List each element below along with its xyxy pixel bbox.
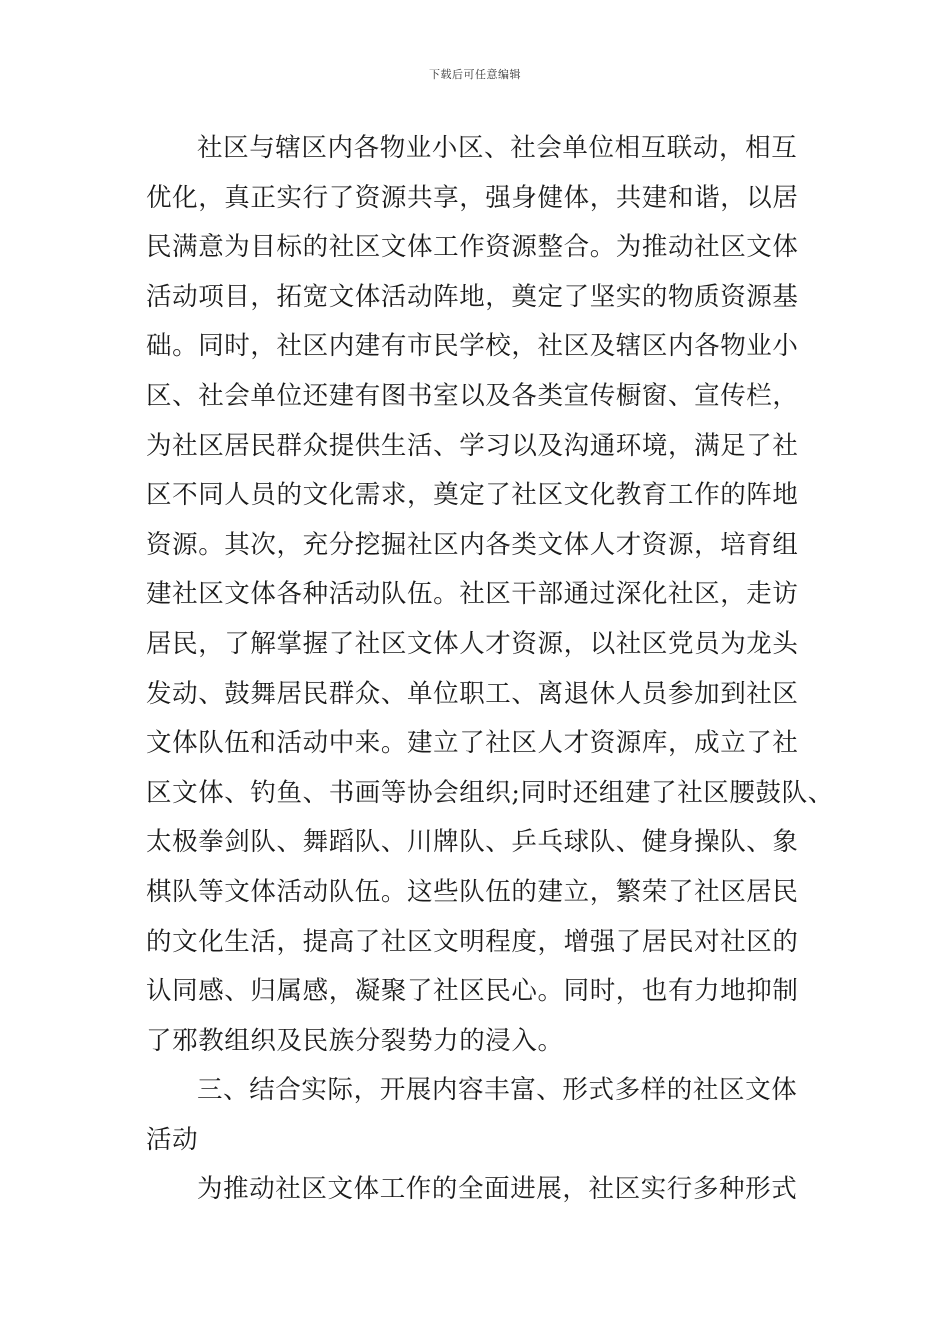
paragraph-line: 居民，了解掌握了社区文体人才资源，以社区党员为龙头 bbox=[146, 628, 799, 659]
paragraph-line: 的文化生活，提高了社区文明程度，增强了居民对社区的 bbox=[146, 926, 799, 957]
paragraph-line: 区、社会单位还建有图书室以及各类宣传橱窗、宣传栏， bbox=[146, 380, 799, 411]
paragraph-line: 区不同人员的文化需求，奠定了社区文化教育工作的阵地 bbox=[146, 480, 799, 511]
paragraph-line: 建社区文体各种活动队伍。社区干部通过深化社区，走访 bbox=[146, 579, 799, 610]
paragraph-line: 优化，真正实行了资源共享，强身健体，共建和谐，以居 bbox=[146, 182, 799, 213]
section-heading-line: 活动 bbox=[146, 1124, 199, 1155]
paragraph-line: 了邪教组织及民族分裂势力的浸入。 bbox=[146, 1025, 564, 1056]
paragraph-line: 社区与辖区内各物业小区、社会单位相互联动，相互 bbox=[197, 133, 798, 163]
paragraph-line: 发动、鼓舞居民群众、单位职工、离退休人员参加到社区 bbox=[146, 678, 799, 709]
paragraph-line: 棋队等文体活动队伍。这些队伍的建立，繁荣了社区居民 bbox=[146, 876, 799, 907]
header-note: 下载后可任意编辑 bbox=[429, 68, 521, 81]
paragraph-line: 民满意为目标的社区文体工作资源整合。为推动社区文体 bbox=[146, 232, 799, 263]
body-text bbox=[146, 124, 834, 1215]
paragraph-line: 认同感、归属感，凝聚了社区民心。同时，也有力地抑制 bbox=[146, 976, 799, 1007]
section-heading-line: 三、结合实际，开展内容丰富、形式多样的社区文体 bbox=[197, 1075, 798, 1106]
paragraph-line: 文体队伍和活动中来。建立了社区人才资源库，成立了社 bbox=[146, 728, 799, 759]
paragraph-line: 为推动社区文体工作的全面进展，社区实行多种形式 bbox=[197, 1174, 798, 1205]
paragraph-line: 活动项目，拓宽文体活动阵地，奠定了坚实的物质资源基 bbox=[146, 281, 799, 312]
paragraph-line: 太极拳剑队、舞蹈队、川牌队、乒乓球队、健身操队、象 bbox=[146, 827, 799, 858]
paragraph-line: 为社区居民群众提供生活、学习以及沟通环境，满足了社 bbox=[146, 430, 799, 461]
paragraph-line: 资源。其次，充分挖掘社区内各类文体人才资源，培育组 bbox=[146, 529, 799, 560]
paragraph-line: 区文体、钓鱼、书画等协会组织;同时还组建了社区腰鼓队、 bbox=[146, 777, 834, 808]
paragraph-line: 础。同时，社区内建有市民学校，社区及辖区内各物业小 bbox=[146, 331, 799, 362]
